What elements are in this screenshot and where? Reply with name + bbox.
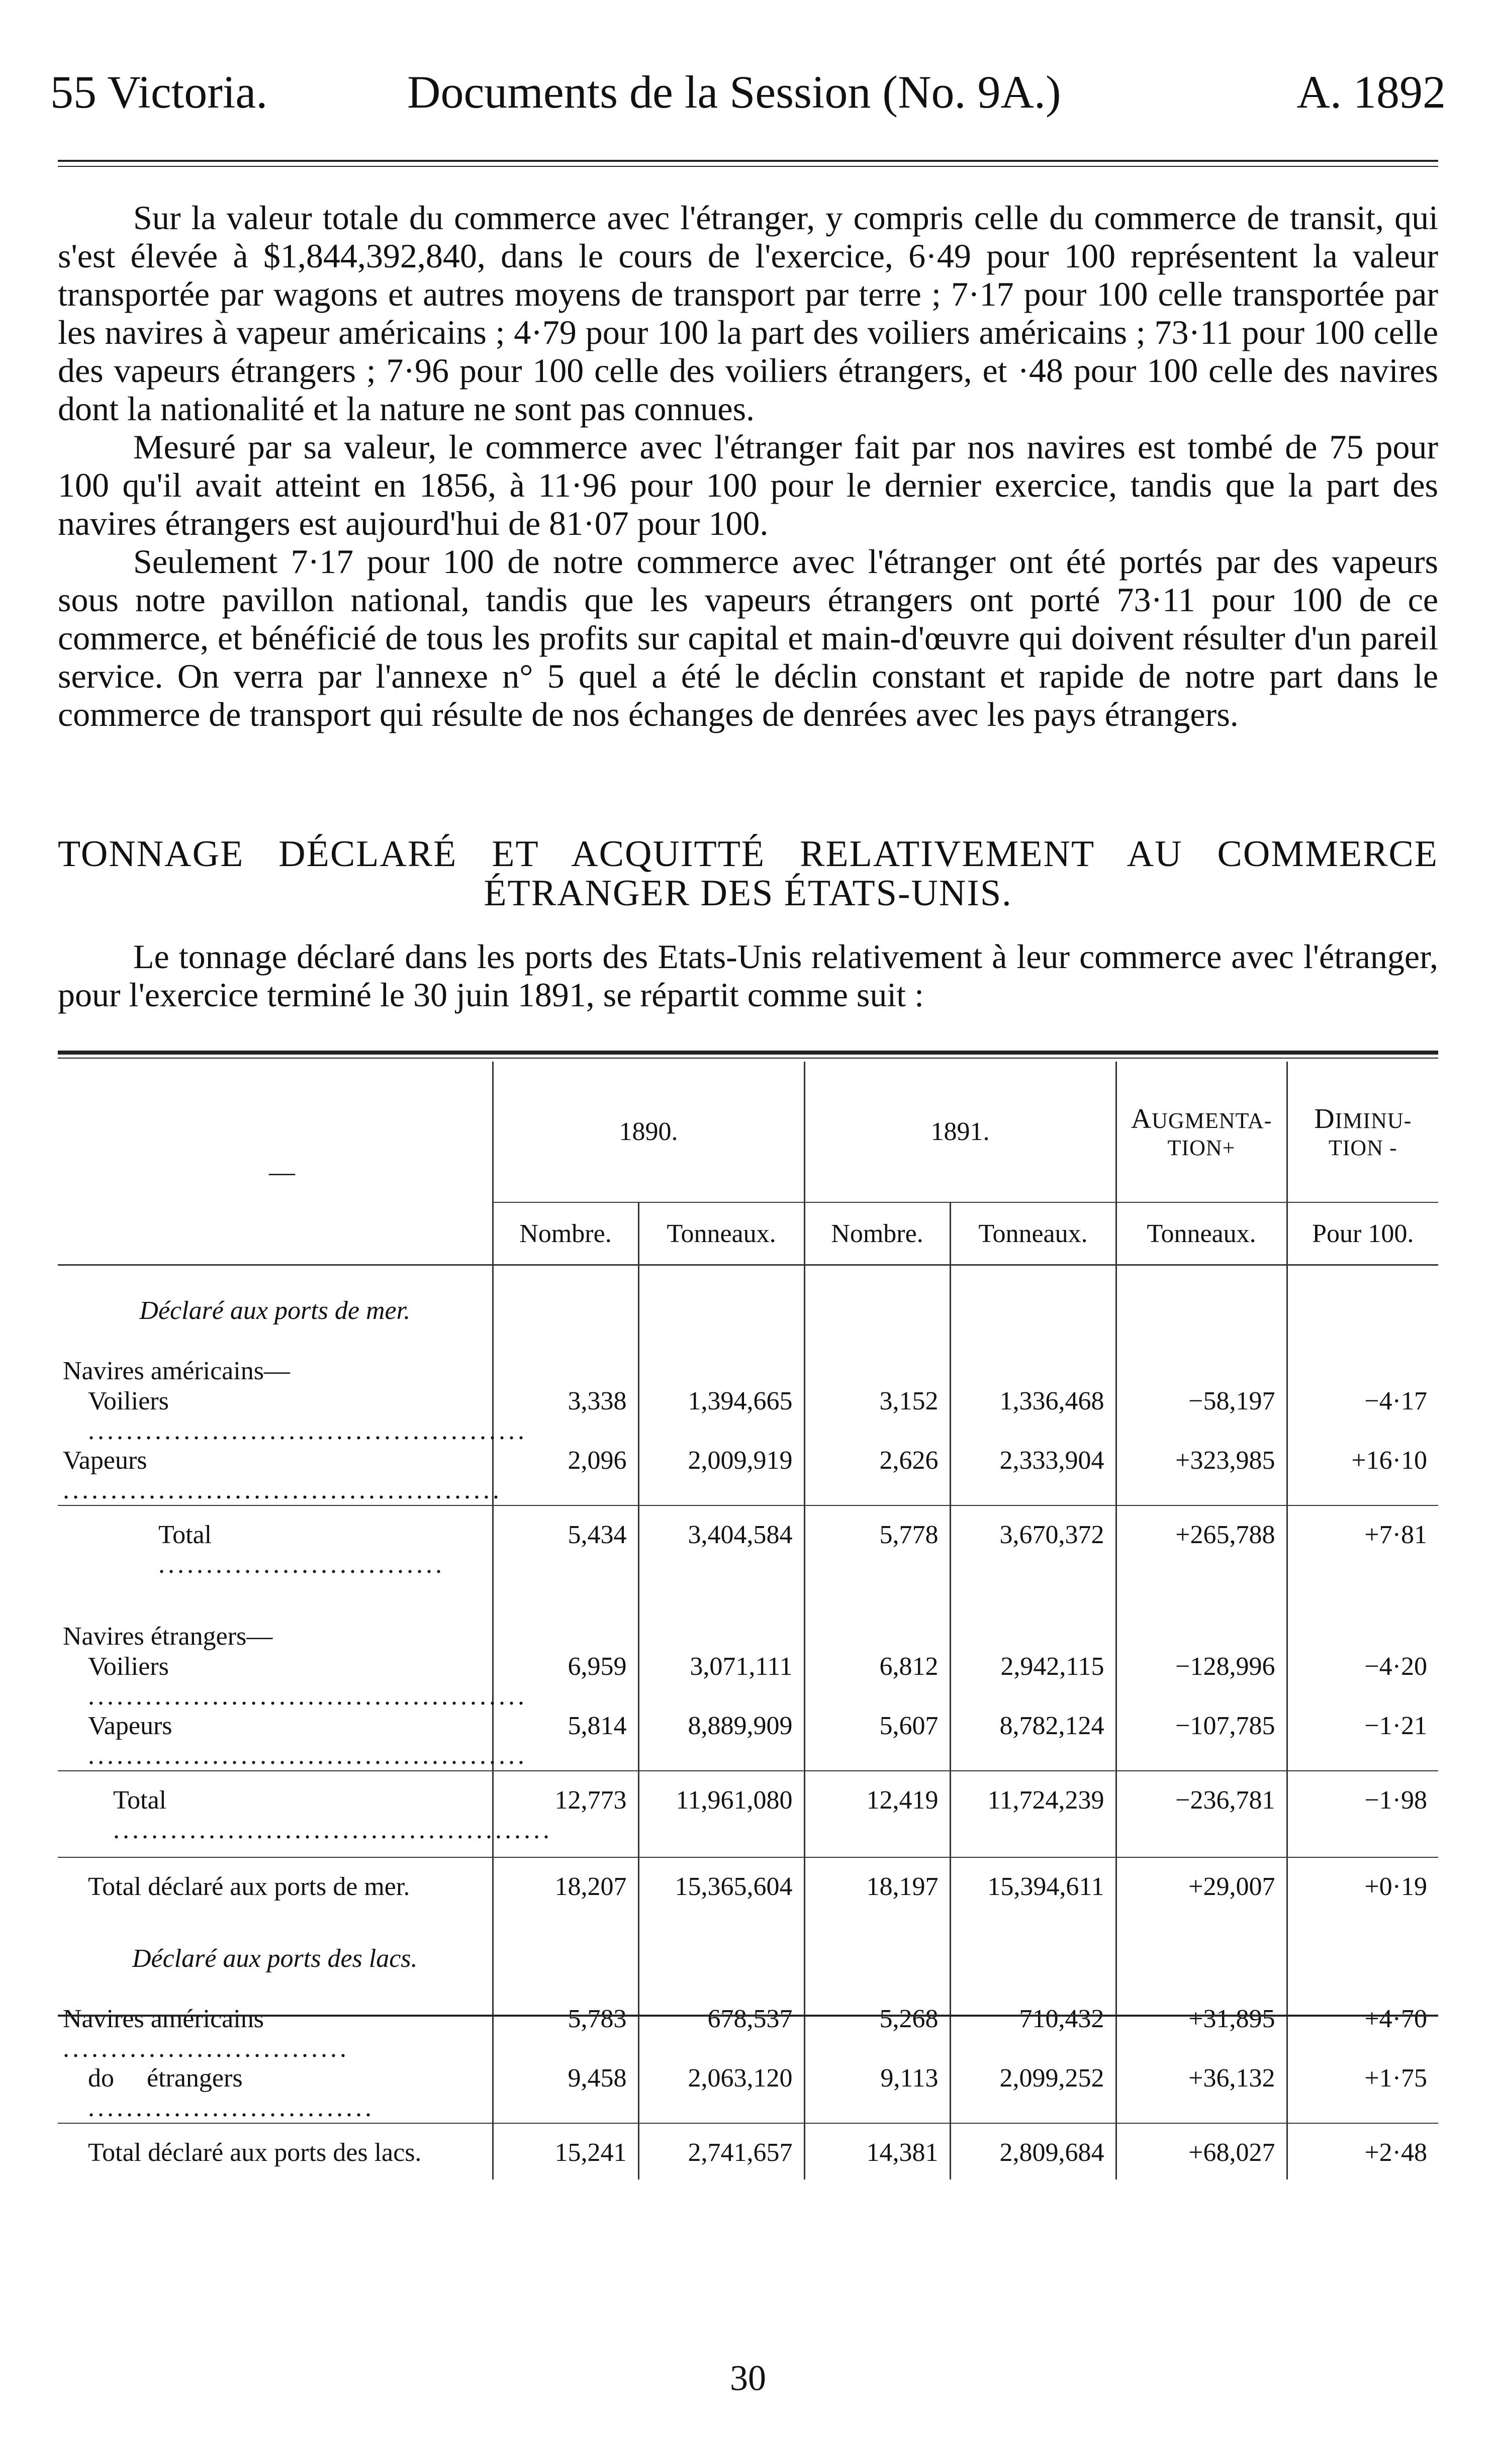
cell-tonneaux-1891: 15,394,611 [950, 1857, 1116, 1914]
running-head-right: A. 1892 [1296, 66, 1446, 118]
cell-change: −107,785 [1116, 1711, 1287, 1771]
cell-nombre-1891: 9,113 [804, 2063, 950, 2123]
table-intro [58, 937, 1438, 1014]
cell-tonneaux-1890: 8,889,909 [638, 1711, 804, 1771]
row-label: Total déclaré aux ports des lacs. [58, 2123, 493, 2179]
row-label: Total déclaré aux ports de mer. [58, 1857, 493, 1914]
cell-nombre-1891: 3,152 [804, 1386, 950, 1446]
header-rule-bottom [58, 166, 1438, 167]
group-label: Navires américains— [63, 1357, 290, 1385]
cell-tonneaux-1891: 11,724,239 [950, 1771, 1116, 1857]
cell-nombre-1891: 6,812 [804, 1652, 950, 1711]
cell-tonneaux-1891: 3,670,372 [950, 1505, 1116, 1591]
cell-change: −58,197 [1116, 1386, 1287, 1446]
cell-change: −236,781 [1116, 1771, 1287, 1857]
tonnage-table [58, 1062, 1438, 2179]
cell-pct: +16·10 [1287, 1446, 1438, 1505]
subheader-tonneaux-1891: Tonneaux. [950, 1202, 1116, 1265]
row-label: Voiliers .............................................. [88, 1652, 527, 1711]
header-diminution: DIMINU- TION - [1287, 1062, 1438, 1202]
intro-paragraph: Le tonnage déclaré dans les ports des Etats-Unis relativement à leur commerce avec l'étranger, pour l'exercice terminé le 30 juin 1891, se répartit comme suit : [58, 937, 1438, 1014]
table-row [58, 1446, 1438, 1505]
paragraph: Seulement 7·17 pour 100 de notre commerce avec l'étranger ont été portés par des vapeurs sous notre pavillon national, tandis que les vapeurs étrangers ont porté 73·11 pour 100 de ce commerce, et bénéficié de tous les profits sur capital et main-d'œuvre qui doivent résulter d'un pareil service. On verra par l'annexe n° 5 quel a été le déclin constant et rapide de notre part dans le commerce de transport qui résulte de nos échanges de denrées avec les pays étrangers. [58, 542, 1438, 733]
cell-nombre-1890: 5,814 [493, 1711, 638, 1771]
cell-pct: +4·70 [1287, 2004, 1438, 2063]
cell-nombre-1891: 14,381 [804, 2123, 950, 2179]
cell-pct: −1·21 [1287, 1711, 1438, 1771]
cell-tonneaux-1891: 2,942,115 [950, 1652, 1116, 1711]
cell-tonneaux-1890: 2,063,120 [638, 2063, 804, 2123]
row-label: Total .............................................. [58, 1771, 493, 1857]
cell-nombre-1891: 5,778 [804, 1505, 950, 1591]
cell-change: +29,007 [1116, 1857, 1287, 1914]
cell-nombre-1890: 12,773 [493, 1771, 638, 1857]
cell-nombre-1890: 9,458 [493, 2063, 638, 2123]
group-heading-americains [58, 1356, 1438, 1386]
cell-pct: +7·81 [1287, 1505, 1438, 1591]
table-row-total [58, 1771, 1438, 1857]
row-label: Vapeurs .............................................. [88, 1712, 527, 1770]
header-rule-top [58, 160, 1438, 162]
cell-change: −128,996 [1116, 1652, 1287, 1711]
row-label: Vapeurs .............................................. [63, 1446, 502, 1504]
cell-nombre-1891: 5,268 [804, 2004, 950, 2063]
table-row [58, 1652, 1438, 1711]
running-head-center: Documents de la Session (No. 9A.) [407, 66, 1061, 118]
section-heading-lacs [58, 1944, 1438, 1974]
cell-change: +31,895 [1116, 2004, 1287, 2063]
cell-tonneaux-1890: 3,404,584 [638, 1505, 804, 1591]
stub-header: — [269, 1158, 295, 1187]
row-label: Voiliers .............................................. [88, 1387, 527, 1445]
paragraph: Mesuré par sa valeur, le commerce avec l'étranger fait par nos navires est tombé de 75 pour 100 qu'il avait atteint en 1856, à 11·96 pour 100 pour le dernier exercice, tandis que la part des navires étrangers est aujourd'hui de 81·07 pour 100. [58, 428, 1438, 542]
stub-subheader [58, 1202, 493, 1265]
cell-tonneaux-1890: 678,537 [638, 2004, 804, 2063]
cell-nombre-1891: 2,626 [804, 1446, 950, 1505]
cell-tonneaux-1890: 1,394,665 [638, 1386, 804, 1446]
table-top-rule [58, 1051, 1438, 1055]
cell-pct: +2·48 [1287, 2123, 1438, 2179]
cell-nombre-1890: 5,783 [493, 2004, 638, 2063]
subheader-tonneaux-1890: Tonneaux. [638, 1202, 804, 1265]
header-augmentation: AUGMENTA- TION+ [1116, 1062, 1287, 1202]
table-row [58, 2004, 1438, 2063]
table-row-grand-total [58, 1857, 1438, 1914]
cell-tonneaux-1891: 2,809,684 [950, 2123, 1116, 2179]
running-head-left: 55 Victoria. [50, 66, 268, 118]
table-row-grand-total [58, 2123, 1438, 2179]
cell-tonneaux-1891: 8,782,124 [950, 1711, 1116, 1771]
cell-tonneaux-1890: 2,009,919 [638, 1446, 804, 1505]
cell-change: +68,027 [1116, 2123, 1287, 2179]
section-heading-mer [58, 1296, 1438, 1326]
cell-nombre-1891: 5,607 [804, 1711, 950, 1771]
page-number: 30 [730, 2358, 766, 2398]
group-heading-etrangers [58, 1622, 1438, 1652]
section-label: Déclaré aux ports de mer. [139, 1296, 411, 1325]
table-top-rule-thin [58, 1058, 1438, 1059]
section-label: Déclaré aux ports des lacs. [132, 1944, 418, 1973]
cell-tonneaux-1890: 3,071,111 [638, 1652, 804, 1711]
cell-nombre-1890: 5,434 [493, 1505, 638, 1591]
subheader-nombre-1891: Nombre. [804, 1202, 950, 1265]
cell-pct: −4·17 [1287, 1386, 1438, 1446]
row-label: Navires américains .............................. [63, 2005, 349, 2063]
table-sub-header [58, 1202, 1438, 1265]
table-row-total [58, 1505, 1438, 1591]
cell-change: +265,788 [1116, 1505, 1287, 1591]
body-text [58, 199, 1438, 733]
cell-nombre-1891: 12,419 [804, 1771, 950, 1857]
cell-nombre-1891: 18,197 [804, 1857, 950, 1914]
cell-tonneaux-1891: 1,336,468 [950, 1386, 1116, 1446]
cell-nombre-1890: 18,207 [493, 1857, 638, 1914]
group-label: Navires étrangers— [63, 1622, 273, 1651]
row-label: Total .............................. [58, 1505, 493, 1591]
table-row [58, 1386, 1438, 1446]
table-row [58, 1711, 1438, 1771]
subheader-tonneaux-change: Tonneaux. [1116, 1202, 1287, 1265]
cell-tonneaux-1890: 2,741,657 [638, 2123, 804, 2179]
header-1890: 1890. [493, 1062, 804, 1202]
cell-tonneaux-1891: 2,333,904 [950, 1446, 1116, 1505]
header-1891: 1891. [804, 1062, 1116, 1202]
cell-nombre-1890: 3,338 [493, 1386, 638, 1446]
subheader-pour-100: Pour 100. [1287, 1202, 1438, 1265]
cell-nombre-1890: 15,241 [493, 2123, 638, 2179]
table-bottom-rule [58, 2015, 1438, 2017]
cell-nombre-1890: 2,096 [493, 1446, 638, 1505]
section-title-line-2: ÉTRANGER DES ÉTATS-UNIS. [484, 873, 1012, 914]
cell-change: +36,132 [1116, 2063, 1287, 2123]
running-head [50, 65, 1446, 116]
cell-tonneaux-1890: 15,365,604 [638, 1857, 804, 1914]
cell-pct: +0·19 [1287, 1857, 1438, 1914]
paragraph: Sur la valeur totale du commerce avec l'étranger, y compris celle du commerce de transit, qui s'est élevée à $1,844,392,840, dans le cours de l'exercice, 6·49 pour 100 représentent la valeur transportée par wagons et autres moyens de transport par terre ; 7·17 pour 100 celle transportée par les navires à vapeur américains ; 4·79 pour 100 la part des voiliers américains ; 73·11 pour 100 celle des vapeurs étrangers ; 7·96 pour 100 celle des voiliers étrangers, et ·48 pour 100 celle des navires dont la nationalité et la nature ne sont pas connues. [58, 199, 1438, 428]
cell-tonneaux-1890: 11,961,080 [638, 1771, 804, 1857]
cell-pct: +1·75 [1287, 2063, 1438, 2123]
cell-pct: −4·20 [1287, 1652, 1438, 1711]
row-label: do étrangers .............................. [88, 2064, 375, 2122]
table-row [58, 2063, 1438, 2123]
section-title [58, 834, 1438, 913]
cell-change: +323,985 [1116, 1446, 1287, 1505]
table-group-header [58, 1062, 1438, 1202]
subheader-nombre-1890: Nombre. [493, 1202, 638, 1265]
cell-nombre-1890: 6,959 [493, 1652, 638, 1711]
cell-pct: −1·98 [1287, 1771, 1438, 1857]
cell-tonneaux-1891: 710,432 [950, 2004, 1116, 2063]
section-title-line-1: TONNAGE DÉCLARÉ ET ACQUITTÉ RELATIVEMENT AU COMMERCE [58, 833, 1438, 875]
cell-tonneaux-1891: 2,099,252 [950, 2063, 1116, 2123]
